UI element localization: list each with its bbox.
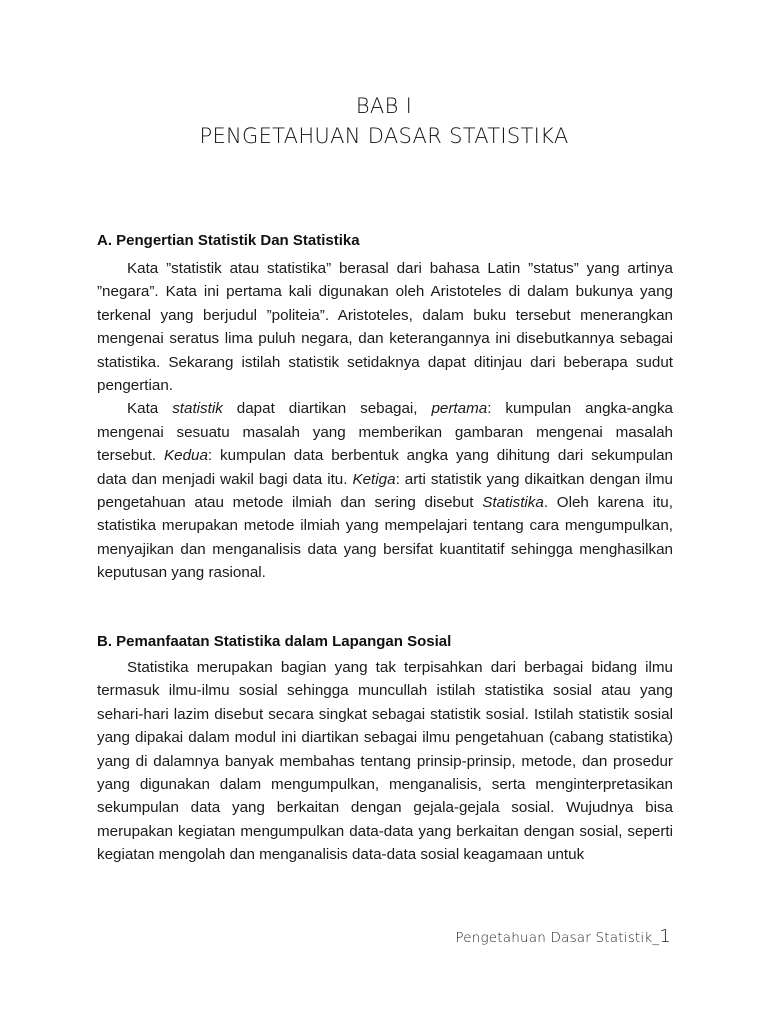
p2-text-4: : kumpulan data berbentuk angka yang dihitung dari sekumpulan data dan menjadi wakil bagi data itu.	[97, 447, 673, 488]
section-a-body	[97, 257, 673, 585]
p2-text-1: Kata	[127, 400, 173, 418]
page-footer	[455, 926, 671, 947]
chapter-number: BAB I	[355, 94, 413, 118]
section-b-heading: B. Pemanfaatan Statistika dalam Lapangan Sosial	[97, 633, 452, 650]
section-b-body	[97, 656, 673, 867]
section-a-paragraph-2	[97, 397, 673, 584]
p2-italic-kedua: Kedua	[164, 447, 208, 465]
page-number: 1	[659, 926, 671, 947]
p2-text-2: dapat diartikan sebagai,	[222, 400, 432, 418]
p2-text-5: : arti statistik yang dikaitkan dengan ilmu pengetahuan atau metode ilmiah dan sering disebut	[97, 470, 673, 512]
running-title: Pengetahuan Dasar Statistik_	[455, 930, 660, 946]
p2-text-6: . Oleh karena itu, statistika merupakan metode ilmiah yang mempelajari tentang cara mengumpulkan, menyajikan dan menganalisis data yang bersifat kuantitatif sehingga menghasilkan keputusan yang rasional.	[97, 494, 673, 582]
p2-italic-ketiga: Ketiga	[352, 470, 396, 488]
chapter-title: PENGETAHUAN DASAR STATISTIKA	[199, 124, 569, 148]
section-b-paragraph-1: Statistika merupakan bagian yang tak terpisahkan dari berbagai bidang ilmu termasuk ilmu-ilmu sosial sehingga muncullah istilah statistika sosial atau yang sehari-hari lazim disebut secara singkat sebagai statistik sosial. Istilah statistik sosial yang dipakai dalam modul ini diartikan sebagai ilmu pengetahuan (cabang statistika) yang di dalamnya banyak membahas tentang prinsip-prinsip, metode, dan prosedur yang digunakan dalam mengumpulkan, menganalisis, serta menginterpretasikan sekumpulan data yang berkaitan dengan gejala-gejala sosial. Wujudnya bisa merupakan kegiatan mengumpulkan data-data yang berkaitan dengan sosial, seperti kegiatan mengolah dan menganalisis data-data sosial keagamaan untuk	[97, 659, 673, 864]
p2-italic-statistika: Statistika	[482, 494, 544, 512]
section-a-paragraph-1: Kata ”statistik atau statistika” berasal dari bahasa Latin ”status” yang artinya ”negara”. Kata ini pertama kali digunakan oleh Aristoteles di dalam bukunya yang terkenal yang berjudul ”politeia”. Aristoteles, dalam buku tersebut menerangkan mengenai seratus lima puluh negara, dan keterangannya ini disebutkannya sebagai statistika. Sekarang istilah statistik setidaknya dapat ditinjau dari beberapa sudut pengertian.	[97, 260, 673, 395]
p2-italic-statistik: statistik	[172, 400, 223, 418]
section-a-heading: A. Pengertian Statistik Dan Statistika	[97, 232, 360, 249]
p2-text-3: : kumpulan angka-angka mengenai sesuatu masalah yang memberikan gambaran mengenai masalah tersebut.	[97, 400, 673, 465]
p2-italic-pertama: pertama	[431, 400, 488, 418]
